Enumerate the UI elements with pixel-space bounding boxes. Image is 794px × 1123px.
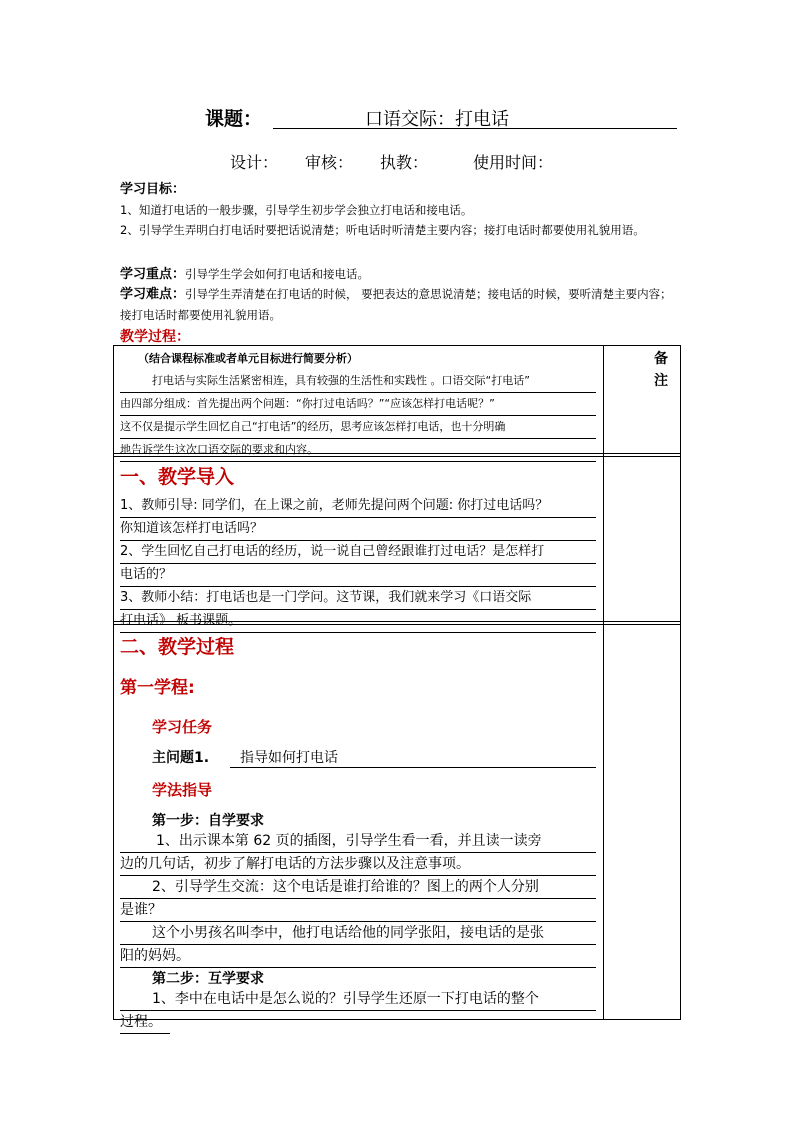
step2-heading: 第二步：互学要求 [152, 971, 264, 987]
question-text: 指导如何打电话 [230, 747, 596, 768]
step1-line: 是谁？ [120, 899, 596, 922]
section1-cell [120, 462, 596, 633]
objectives-heading: 学习目标： [120, 182, 186, 197]
task-heading: 学习任务 [152, 718, 213, 736]
column-divider [603, 346, 604, 1019]
key-label: 学习重点： [120, 267, 186, 282]
process-label: 教学过程： [120, 329, 190, 345]
intro-heading: （结合课程标准或者单元目标进行简要分析） [138, 352, 358, 365]
intro-line: 打电话与实际生活紧密相连，具有较强的生活性和实践性 。口语交际“打电话” [120, 370, 596, 393]
key-point-row [120, 264, 680, 285]
lesson-title-row [205, 104, 675, 130]
meta-designer: 设计： [230, 153, 279, 172]
objectives-block [120, 180, 680, 240]
intro-cell [120, 348, 596, 462]
step1-line: 边的几句话，初步了解打电话的方法步骤以及注意事项。 [120, 853, 596, 876]
objective-item: 1、知道打电话的一般步骤，引导学生初步学会独立打电话和接电话。 [120, 203, 473, 217]
difficulty-label: 学习难点： [120, 287, 186, 302]
objective-item: 2、引导学生弄明白打电话时要把话说清楚；听电话时听清楚主要内容；接打电话时都要使用礼貌用语。 [120, 223, 645, 237]
meta-time: 使用时间： [473, 153, 554, 172]
main-question-row [120, 747, 596, 769]
step1-heading: 第一步：自学要求 [152, 813, 264, 829]
step2-line: 过程。 [120, 1011, 170, 1034]
section1-line: 打电话》 板书课题。 [120, 610, 596, 633]
section1-line: 2、学生回忆自己打电话的经历，说一说自己曾经跟谁打过电话？是怎样打 [120, 541, 596, 564]
method-heading: 学法指导 [152, 781, 213, 799]
remark-header-text: 备注 [654, 351, 668, 389]
meta-teacher: 执教： [380, 153, 429, 172]
lesson-title: 口语交际：打电话 [365, 109, 509, 130]
meta-reviewer: 审核： [305, 153, 354, 172]
step1-line: 这个小男孩名叫李中，他打电话给他的同学张阳，接电话的是张 [120, 922, 596, 945]
lesson-table [113, 345, 681, 1030]
section1-title: 一、教学导入 [120, 466, 235, 488]
step1-line: 2、引导学生交流：这个电话是谁打给谁的？图上的两个人分别 [120, 876, 596, 899]
section2-cell [120, 632, 596, 1034]
step1-line: 1、出示课本第 62 页的插图，引导学生看一看，并且读一读旁 [120, 830, 596, 853]
difficulty-row [120, 284, 680, 325]
intro-line: 这不仅是提示学生回忆自己“打电话”的经历，思考应该怎样打电话，也十分明确 [120, 416, 596, 439]
section1-line: 电话的？ [120, 564, 596, 587]
section2-subtitle: 第一学程: [120, 678, 195, 698]
meta-row [230, 150, 650, 172]
step2-line: 1、李中在电话中是怎么说的？引导学生还原一下打电话的整个 [120, 988, 596, 1011]
section2-title: 二、教学过程 [120, 636, 235, 658]
section1-line: 1、教师引导: 同学们，在上课之前，老师先提问两个问题: 你打过电话吗？ [120, 495, 596, 518]
title-label: 课题： [205, 108, 263, 130]
difficulty-text: 引导学生弄清楚在打电话的时候， 要把表达的意思说清楚；接电话的时候，要听清楚主要内容；接打电话时都要使用礼貌用语。 [120, 287, 672, 322]
remark-header [610, 348, 676, 392]
key-text: 引导学生学会如何打电话和接电话。 [185, 267, 370, 281]
question-label: 主问题1. [152, 750, 210, 766]
section1-line: 你知道该怎样打电话吗？ [120, 518, 596, 541]
section1-line: 3、教师小结：打电话也是一门学问。这节课，我们就来学习《口语交际 [120, 587, 596, 610]
intro-line: 地告诉学生这次口语交际的要求和内容。 [120, 439, 596, 462]
intro-line: 由四部分组成：首先提出两个问题：“你打过电话吗？”“应该怎样打电话呢？” [120, 393, 596, 416]
step1-line: 阳的妈妈。 [120, 945, 596, 968]
